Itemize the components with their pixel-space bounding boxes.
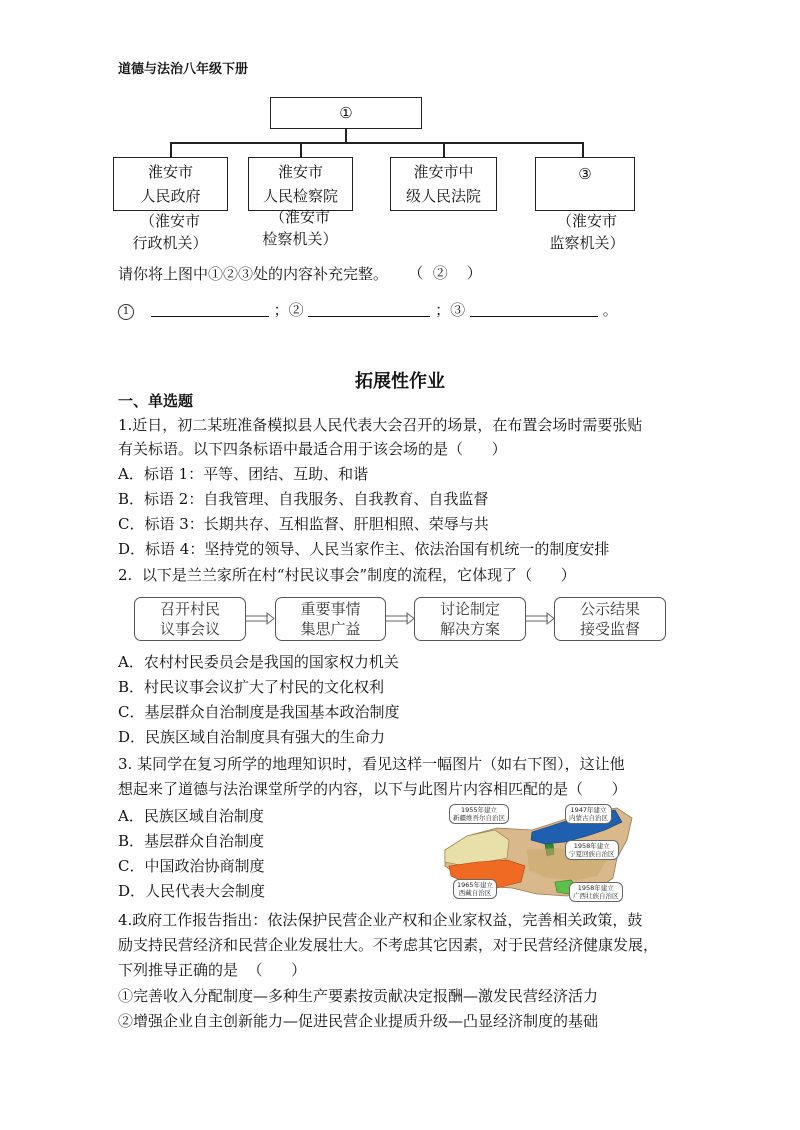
map-label-guangxi (569, 882, 623, 902)
fill-prompt: 请你将上图中①②③处的内容补充完整。 (118, 265, 389, 283)
org-box-line: 人民检察院 (262, 187, 338, 205)
org-box-government (113, 157, 228, 211)
q4-item-1: ①完善收入分配制度—多种生产要素按贡献决定报酬—激发民营经济活力 (118, 987, 599, 1005)
flow-line: 议事会议 (159, 620, 220, 638)
q1-option-b[interactable]: B．标语 2：自我管理、自我服务、自我教育、自我监督 (118, 490, 489, 508)
org-caption (240, 206, 360, 250)
org-connector-4 (582, 142, 584, 157)
map-label-line: 1965年建立 (457, 881, 494, 889)
map-label-line: 1947年建立 (570, 806, 607, 814)
caption-line: 检察机关） (262, 230, 338, 248)
caption-line: （ ② ） (408, 264, 482, 282)
flow-arrow-icon (246, 612, 275, 626)
org-box-line: 级人民法院 (405, 187, 481, 205)
org-connector-vertical (345, 129, 347, 143)
flow-step-1 (134, 597, 246, 641)
q4-stem-line1: 4.政府工作报告指出：依法保护民营企业产权和企业家权益，完善相关政策，鼓 (118, 911, 643, 929)
q2-option-a[interactable]: A．农村村民委员会是我国的国家权力机关 (118, 653, 399, 671)
org-caption (385, 218, 505, 306)
org-box-line: 淮安市 (277, 163, 323, 181)
q4-item-2: ②增强企业自主创新能力—促进民营企业提质升级—凸显经济制度的基础 (118, 1012, 599, 1030)
section-heading: 一、单选题 (118, 392, 194, 410)
map-label-line: 新疆维吾尔自治区 (453, 814, 505, 822)
org-box-line: 淮安市中 (413, 163, 474, 181)
org-top-box (270, 97, 422, 129)
section-title: 拓展性作业 (355, 371, 445, 392)
org-box-supervision (535, 157, 635, 211)
q1-stem-line2: 有关标语。以下四条标语中最适合用于该会场的是（ ） (118, 440, 507, 458)
q4-stem-line3: 下列推导正确的是 （ ） (118, 961, 307, 979)
flow-line: 重要事情 (300, 600, 361, 618)
org-top-label: ① (339, 104, 353, 122)
flow-line: 集思广益 (300, 620, 361, 638)
map-label-ningxia (565, 840, 619, 860)
q2-option-d[interactable]: D．民族区域自治制度具有强大的生命力 (118, 728, 386, 746)
caption-line: 监察机关） (549, 234, 625, 252)
flow-line: 解决方案 (439, 620, 500, 638)
answer-sep-3: ；③ (435, 301, 466, 319)
q1-option-c[interactable]: C．标语 3：长期共存、互相监督、肝胆相照、荣辱与共 (118, 515, 489, 533)
q1-option-a[interactable]: A．标语 1：平等、团结、互助、和谐 (118, 465, 369, 483)
answer-line (118, 298, 618, 322)
org-connector-1 (170, 142, 172, 157)
flow-step-4 (554, 597, 666, 641)
flow-step-3 (414, 597, 526, 641)
flow-arrow-icon (526, 612, 555, 626)
autonomous-regions-map (437, 800, 637, 903)
map-label-line: 内蒙古自治区 (569, 814, 608, 822)
caption-line: （淮安市 (139, 212, 200, 230)
map-label-tibet (453, 879, 497, 899)
q3-option-a[interactable]: A．民族区域自治制度 (118, 807, 264, 825)
map-label-line: 宁夏回族自治区 (569, 850, 615, 858)
q1-stem-line1: 1.近日，初二某班准备模拟县人民代表大会召开的场景，在布置会场时需要张贴 (118, 416, 643, 434)
page-header: 道德与法治八年级下册 (118, 62, 249, 77)
answer-blank-2[interactable] (308, 302, 430, 317)
q4-stem-line2: 励支持民营经济和民营企业发展壮大。不考虑其它因素，对于民营经济健康发展， (118, 936, 659, 954)
caption-line: 行政机关） (132, 234, 208, 252)
q3-option-b[interactable]: B．基层群众自治制度 (118, 832, 265, 850)
q2-stem: 2. 以下是兰兰家所在村“村民议事会”制度的流程，它体现了（ ） (118, 566, 576, 584)
org-box-line: 淮安市 (147, 163, 193, 181)
flow-arrow-icon (386, 612, 415, 626)
flow-step-2 (275, 597, 386, 641)
flow-line: 公示结果 (579, 600, 640, 618)
flow-line: 接受监督 (579, 620, 640, 638)
org-connector-3 (443, 142, 445, 157)
map-label-line: 广西壮族自治区 (573, 892, 619, 900)
org-caption (527, 210, 647, 254)
caption-line: （淮安市 (556, 212, 617, 230)
map-label-line: 西藏自治区 (458, 889, 492, 897)
org-box-line: 人民政府 (140, 187, 201, 205)
caption-line: （淮安市 (269, 208, 330, 226)
q3-stem-line1: 3. 某同学在复习所学的地理知识时，看见这样一幅图片（如右下图），这让他 (118, 755, 625, 773)
answer-blank-3[interactable] (470, 302, 598, 317)
q2-option-b[interactable]: B．村民议事会议扩大了村民的文化权利 (118, 678, 385, 696)
org-connector-horizontal (170, 142, 582, 144)
q3-option-d[interactable]: D．人民代表大会制度 (118, 882, 266, 900)
circle-one-marker: 1 (118, 304, 134, 320)
q2-option-c[interactable]: C．基层群众自治制度是我国基本政治制度 (118, 703, 400, 721)
flow-line: 召开村民 (159, 600, 220, 618)
org-box-procuratorate (248, 157, 353, 211)
map-label-line: 1958年建立 (573, 842, 610, 850)
q3-stem-line2: 想起来了道德与法治课堂所学的内容，以下与此图片内容相匹配的是（ ） (118, 780, 627, 798)
org-caption (110, 210, 230, 254)
org-connector-2 (300, 142, 302, 157)
answer-sep-2: ；② (273, 301, 304, 319)
map-label-xinjiang (449, 804, 509, 824)
flow-line: 讨论制定 (439, 600, 500, 618)
q1-option-d[interactable]: D．标语 4：坚持党的领导、人民当家作主、依法治国有机统一的制度安排 (118, 540, 610, 558)
q3-option-c[interactable]: C．中国政治协商制度 (118, 857, 265, 875)
answer-blank-1[interactable] (151, 302, 269, 317)
map-label-line: 1955年建立 (460, 806, 498, 814)
answer-end: 。 (602, 301, 618, 319)
org-box-line: ③ (578, 165, 592, 183)
map-label-neimenggu (565, 804, 612, 824)
org-box-court (390, 157, 497, 211)
map-label-line: 1958年建立 (577, 884, 614, 892)
